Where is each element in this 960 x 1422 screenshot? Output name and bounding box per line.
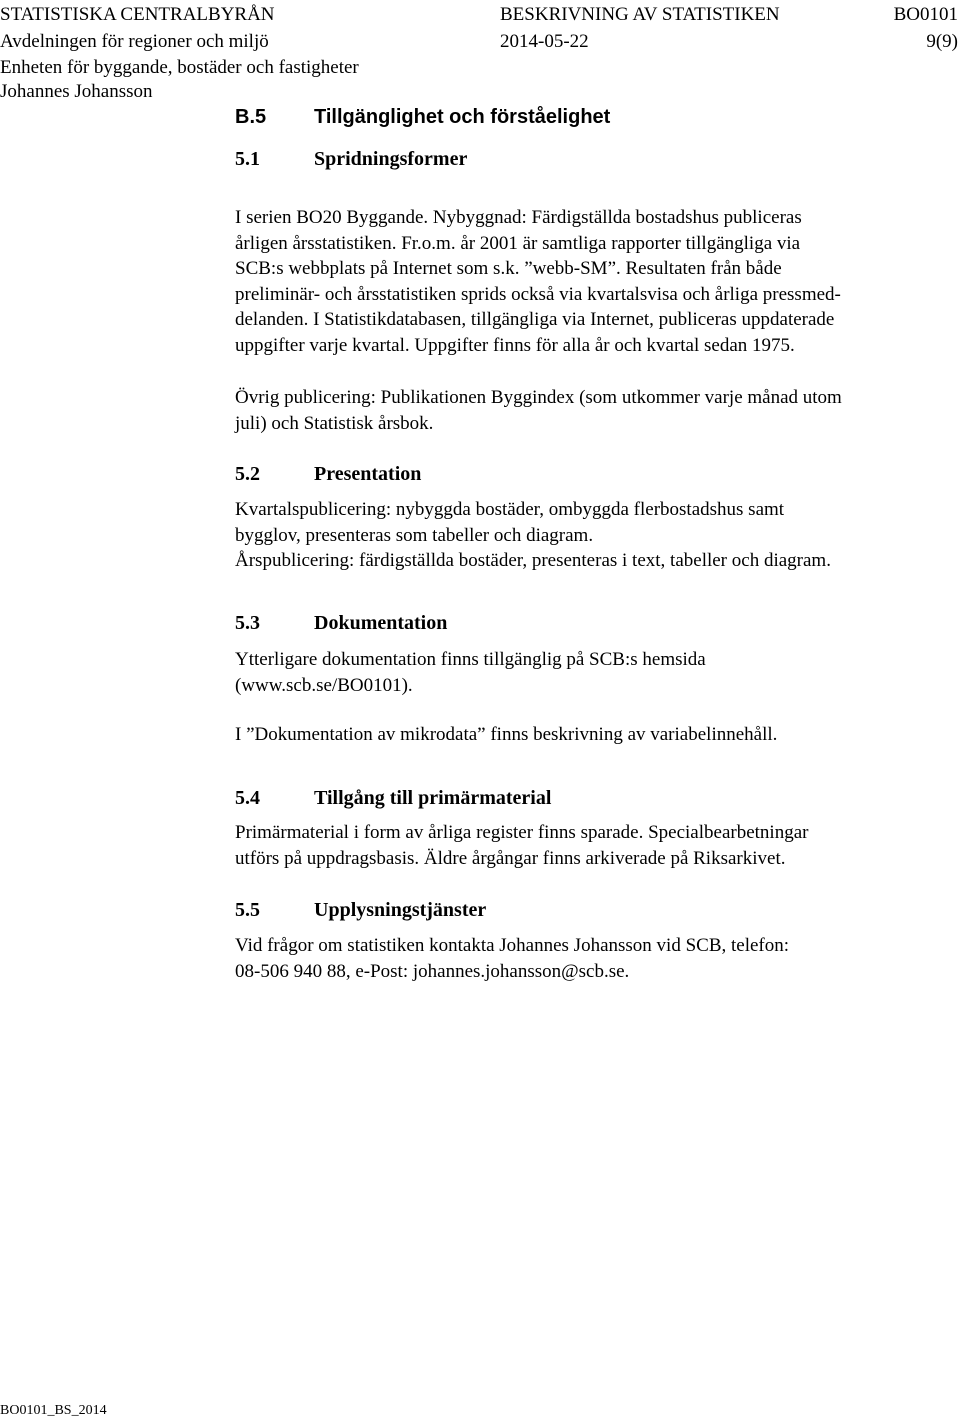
paragraph-5-3-b [235, 722, 955, 748]
text-line: I serien BO20 Byggande. Nybyggnad: Färdigställda bostadshus publiceras [235, 207, 802, 228]
text-line: Primärmaterial i form av årliga register finns sparade. Specialbearbetningar [235, 822, 809, 843]
header-date: 2014-05-22 [500, 31, 589, 52]
text-line: Kvartalspublicering: nybyggda bostäder, ombyggda flerbostadshus samt [235, 499, 785, 520]
header-doc-code: BO0101 [893, 4, 958, 25]
footer-doc-code: BO0101_BS_2014 [0, 1403, 107, 1418]
text-line: bygglov, presenteras som tabeller och diagram. [235, 524, 594, 546]
text-line: utförs på uppdragsbasis. Äldre årgångar finns arkiverade på Riksarkivet. [235, 847, 786, 869]
text-line: (www.scb.se/BO0101). [235, 674, 413, 696]
section-number: B.5 [235, 106, 267, 128]
text-line: 08-506 940 88, e-Post: johannes.johansson@scb.se. [235, 960, 630, 982]
text-line: Ytterligare dokumentation finns tillgänglig på SCB:s hemsida [235, 649, 706, 670]
paragraph-5-1-b [235, 385, 955, 436]
paragraph-5-3-a [235, 647, 955, 698]
text-line: preliminär- och årsstatistiken sprids också via kvartalsvisa och årliga pressmed- [235, 283, 841, 305]
section-number: 5.4 [235, 787, 260, 809]
section-title: Dokumentation [314, 612, 448, 634]
header-unit: Enheten för byggande, bostäder och fastigheter [0, 57, 359, 78]
text-line: Vid frågor om statistiken kontakta Johannes Johansson vid SCB, telefon: [235, 935, 790, 956]
header-doc-type: BESKRIVNING AV STATISTIKEN [500, 4, 780, 25]
text-line: juli) och Statistisk årsbok. [235, 412, 434, 434]
header-page-number: 9(9) [926, 31, 958, 52]
text-line: I ”Dokumentation av mikrodata” finns beskrivning av variabelinnehåll. [235, 724, 778, 745]
text-line: Övrig publicering: Publikationen Byggindex (som utkommer varje månad utom [235, 387, 842, 408]
section-number: 5.3 [235, 612, 260, 634]
section-title: Tillgänglighet och förståelighet [314, 106, 611, 128]
text-line: Årspublicering: färdigställda bostäder, presenteras i text, tabeller och diagram. [235, 550, 831, 571]
section-title: Tillgång till primärmaterial [314, 787, 552, 809]
paragraph-5-5 [235, 933, 955, 984]
section-title: Upplysningstjänster [314, 899, 487, 921]
text-line: årligen årsstatistiken. Fr.o.m. år 2001 är samtliga rapporter tillgängliga via [235, 232, 801, 254]
section-number: 5.1 [235, 148, 260, 170]
text-line: uppgifter varje kvartal. Uppgifter finns för alla år och kvartal sedan 1975. [235, 334, 795, 356]
paragraph-5-4 [235, 820, 955, 871]
header-org: STATISTISKA CENTRALBYRÅN [0, 4, 275, 25]
text-line: SCB:s webbplats på Internet som s.k. ”webb-SM”. Resultaten från både [235, 258, 782, 279]
header-department: Avdelningen för regioner och miljö [0, 31, 269, 52]
section-title: Presentation [314, 463, 422, 485]
paragraph-5-1-a [235, 205, 955, 358]
section-title: Spridningsformer [314, 148, 468, 170]
header-author: Johannes Johansson [0, 81, 153, 102]
section-number: 5.2 [235, 463, 260, 485]
text-line: delanden. I Statistikdatabasen, tillgängliga via Internet, publiceras uppdaterade [235, 309, 835, 330]
paragraph-5-2 [235, 497, 955, 574]
section-number: 5.5 [235, 899, 260, 921]
